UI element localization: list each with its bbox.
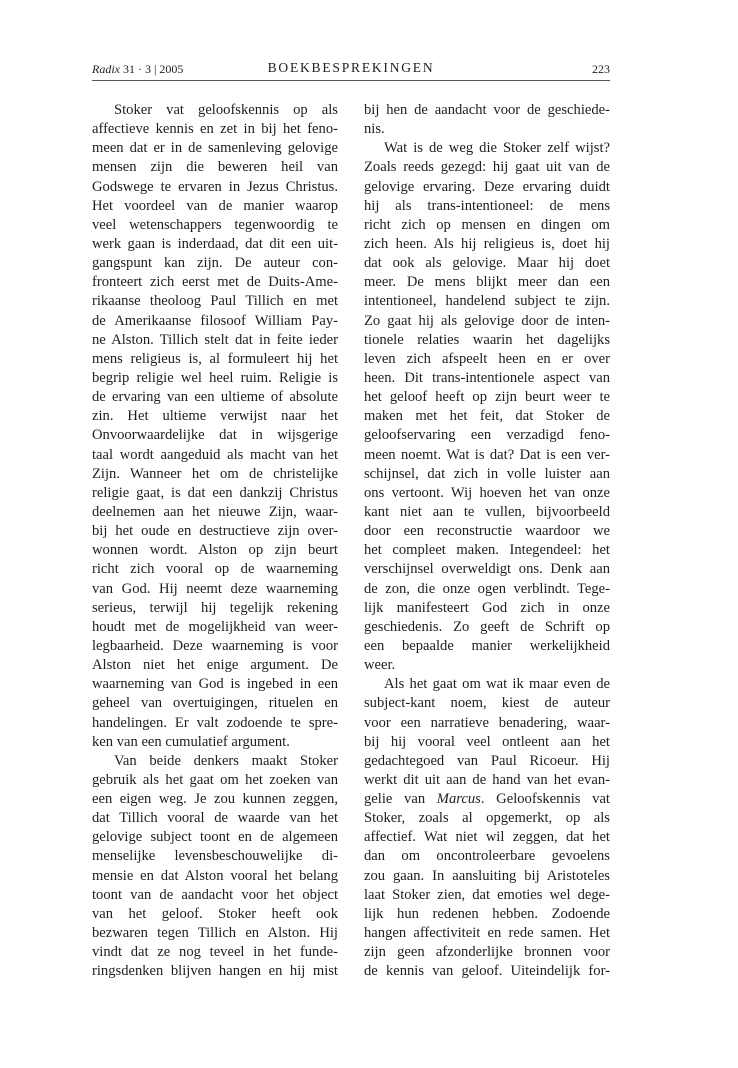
text-line: vindt dat ze nog teveel in het funde- [92, 944, 338, 961]
text-line: gelie van Marcus. Geloofskennis vat [364, 791, 610, 808]
text-line: het geloof heeft op zijn beurt weer te [364, 389, 610, 406]
text-line: de kennis van geloof. Uiteindelijk for- [364, 963, 610, 980]
text-line: de zon, die onze ogen verblindt. Tege- [364, 580, 610, 597]
text-line: van God. Hij neemt deze waarneming [92, 580, 338, 597]
text-line: zich heen. Als hij religieus is, doet hij [364, 235, 610, 252]
text-line: intentioneel, handelend subject te zijn. [364, 293, 610, 310]
text-line: geloofservaring een verzadigd feno- [364, 427, 610, 444]
text-line: door een reconstructie waardoor we [364, 523, 610, 540]
text-line: gelovige subject toont en de algemeen [92, 829, 338, 846]
text-line: Zijn. Wanneer het om de christelijke [92, 465, 338, 482]
text-line: Van beide denkers maakt Stoker [114, 752, 338, 769]
text-line: dat ook als gelovige. Maar hij doet [364, 255, 610, 272]
text-line: taal wordt aangeduid als macht van het [92, 446, 338, 463]
text-line: veel wetenschappers tegenwoordig te [92, 216, 338, 233]
text-line: wonnen wordt. Alston op zijn beurt [92, 542, 338, 559]
text-line: affectieve kennis en zet in bij het feno- [92, 121, 338, 138]
text-line: subject-kant noem, kiest de auteur [364, 695, 610, 712]
text-line: nis. [364, 121, 385, 138]
text-line: de Amerikaanse filosoof William Pay- [92, 312, 338, 329]
text-line: ken van een cumulatief argument. [92, 733, 290, 750]
text-line: richt zich op mensen en dingen om [364, 216, 610, 233]
text-line: gebruik als het gaat om het zoeken van [92, 771, 338, 788]
text-line: houdt met de mogelijkheid van weer- [92, 618, 338, 635]
text-line: een eigen weg. Je zou kunnen zeggen, [92, 791, 338, 808]
text-line: de ervaring van een ultieme of absolute [92, 389, 338, 406]
text-line: meen dat er in de samenleving gelovige [92, 140, 338, 157]
text-line: Godswege te ervaren in Jezus Christus. [92, 178, 338, 195]
text-line: handelingen. Er valt zodoende te spre- [92, 714, 338, 731]
text-line: zou gaan. In aansluiting bij Aristoteles [364, 867, 610, 884]
text-line: deelnemen aan het nieuwe Zijn, waar- [92, 503, 338, 520]
text-line: Zo gaat hij als gelovige door de inten- [364, 312, 610, 329]
text-line: begrip religie wel heel ruim. Religie is [92, 369, 338, 386]
text-line: ringsdenken blijven hangen en hij mist [92, 963, 338, 980]
text-line: lijk hun redenen hebben. Zodoende [364, 905, 610, 922]
text-line: hij als trans-intentioneel: de mens [364, 197, 610, 214]
page-number: 223 [592, 62, 610, 76]
text-line: geheel van overtuigingen, rituelen en [92, 695, 338, 712]
text-line: Als het gaat om wat ik maar even de [384, 676, 610, 693]
text-line: het compleet maken. Integendeel: het [364, 542, 610, 559]
text-line: schijnsel, dat zich in volle luister aan [364, 465, 610, 482]
text-line: Zoals reeds gezegd: hij gaat uit van de [364, 159, 610, 176]
section-title: BOEKBESPREKINGEN [267, 60, 435, 75]
text-line: dan om oncontroleerbare gevoelens [364, 848, 610, 865]
text-line: hangen affectiviteit en rede samen. Het [364, 925, 610, 942]
text-line: Wat is de weg die Stoker zelf wijst? [384, 140, 610, 157]
text-line: religie gaat, is dat een dankzij Christus [92, 484, 338, 501]
text-line: kant niet aan te vullen, bijvoorbeeld [364, 503, 610, 520]
text-line: ons vertoont. Wij hoeven het van onze [364, 484, 610, 501]
text-line: toont van de aandacht voor het object [92, 886, 338, 903]
text-line: ne Alston. Tillich stelt dat in feite ieder [92, 331, 338, 348]
text-line: mensie en dat Alston vooral het belang [92, 867, 338, 884]
text-line: een bepaalde manier werkelijkheid [364, 637, 610, 654]
text-line: maken met het feit, dat Stoker de [364, 408, 610, 425]
text-line: bij hen de aandacht voor de geschiede- [364, 102, 610, 118]
text-line: heen. Dit trans-intentionele aspect van [364, 369, 610, 386]
left-column [92, 101, 338, 981]
text-line: verschijnsel overweldigt ons. Denk aan [364, 561, 610, 578]
text-line: geschiedenis. Zo geeft de Schrift op [364, 618, 610, 635]
text-line: bij hij vooral veel ontleent aan het [364, 733, 610, 750]
text-line: legbaarheid. Deze waarneming is voor [92, 637, 338, 654]
text-line: mensen zijn die beweren heil van [92, 159, 338, 176]
text-line: weer. [364, 657, 396, 674]
text-line: mens religieus is, al formuleert hij het [92, 350, 338, 367]
text-line: Het voordeel van de manier waarop [92, 197, 338, 214]
text-line: voor een narratieve benadering, waar- [364, 714, 610, 731]
text-line: rikaanse theoloog Paul Tillich en met [92, 293, 338, 310]
text-line: gangspunt kan zijn. De auteur con- [92, 255, 338, 272]
text-line: tionele relaties waarin het dagelijks [364, 331, 610, 348]
text-line: Stoker, zoals al opgemerkt, op als [364, 810, 610, 827]
text-line: gelovige ervaring. Deze ervaring duidt [364, 178, 610, 195]
right-column [364, 101, 610, 981]
text-line: lijk manifesteert God zich in onze [364, 599, 610, 616]
text-line: dat Tillich vooral de waarde van het [92, 810, 338, 827]
text-line: zin. Het ultieme verwijst naar het [92, 408, 338, 425]
text-line: Stoker vat geloofskennis op als [114, 102, 338, 118]
text-line: laat Stoker zien, dat emoties wel dege- [364, 886, 610, 903]
text-line: leven zich afspeelt heen en er over [364, 350, 610, 367]
text-line: zijn geen afzonderlijke bronnen voor [364, 944, 610, 961]
text-line: Alston niet het enige argument. De [92, 657, 338, 674]
text-line: meen noemt. Wat is dat? Dat is een ver- [364, 446, 610, 463]
text-line: Onvoorwaardelijke dat in wijsgerige [92, 427, 338, 444]
text-line: serieus, terwijl hij tegelijk rekening [92, 599, 338, 616]
text-line: bij het oude en destructieve zijn over- [92, 523, 338, 540]
text-line: meer. De mens blijkt meer dan een [364, 274, 610, 291]
text-line: werkt dit uit aan de hand van het evan- [364, 771, 610, 788]
text-line: van het geloof. Stoker heeft ook [92, 905, 338, 922]
running-header [92, 60, 610, 81]
text-line: waarneming van God is ingebed in een [92, 676, 338, 693]
text-line: gedachtegoed van Paul Ricoeur. Hij [364, 752, 610, 769]
text-line: fronteert zich eerst met de Duits-Ame- [92, 274, 338, 291]
text-line: affectief. Wat niet wil zeggen, dat het [364, 829, 610, 846]
text-line: werk gaan is inderdaad, dat dit een uit- [92, 235, 338, 252]
text-line: menselijke levensbeschouwelijke di- [92, 848, 338, 865]
journal-name: Radix [92, 62, 120, 76]
text-line: richt zich vooral op de waarneming [92, 561, 338, 578]
text-line: bezwaren tegen Tillich en Alston. Hij [92, 925, 338, 942]
issue-info: 31 · 3 | 2005 [123, 62, 184, 76]
gospel-name: Marcus [436, 791, 481, 808]
